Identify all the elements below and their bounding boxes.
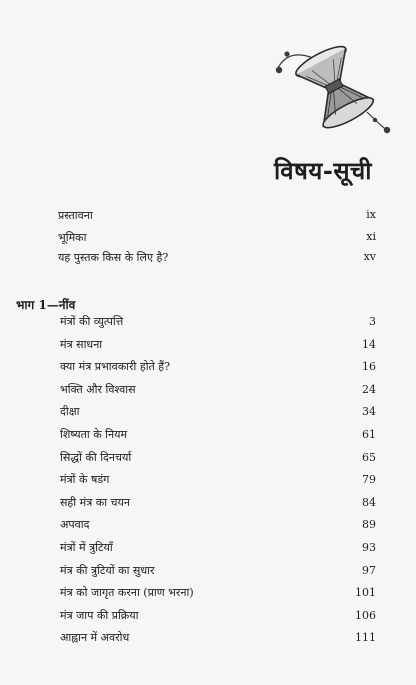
entry-title: मंत्रों में त्रुटियाँ [60, 540, 113, 554]
entry-page: 3 [369, 315, 376, 328]
entry-page: 65 [362, 450, 376, 464]
entry-title: भक्ति और विश्वास [60, 382, 136, 396]
entry-title: मंत्रों के षडंग [60, 473, 110, 487]
entry-page: 16 [362, 360, 376, 374]
entry-page: 101 [355, 586, 376, 600]
list-item [58, 208, 376, 224]
entry-page: 84 [362, 495, 376, 509]
list-item [60, 537, 376, 560]
entry-title: अपवाद [60, 518, 90, 532]
entry-title: मंत्र की त्रुटियों का सुधार [60, 563, 155, 577]
list-item [60, 627, 376, 650]
entry-page: xi [366, 230, 376, 243]
list-item [60, 356, 376, 379]
entry-title: मंत्रों की व्युत्पत्ति [60, 315, 124, 328]
entry-title: मंत्र साधना [60, 337, 103, 351]
entry-title: आह्वान में अवरोध [60, 631, 130, 645]
entry-page: 106 [355, 608, 376, 622]
chapter-list [60, 311, 376, 650]
entry-title: क्या मंत्र प्रभावकारी होते हैं? [60, 360, 171, 374]
part-heading: भाग 1—नींव [16, 298, 76, 312]
list-item [60, 334, 376, 357]
entry-page: 61 [362, 427, 376, 441]
entry-page: 97 [362, 563, 376, 577]
damaru-drum-icon [275, 40, 393, 135]
list-item [60, 492, 376, 515]
entry-title: दीक्षा [60, 405, 80, 419]
entry-title: मंत्र जाप की प्रक्रिया [60, 608, 139, 622]
entry-title: यह पुस्तक किस के लिए है? [58, 251, 169, 264]
page-title: विषय-सूची [274, 156, 372, 185]
entry-title: सही मंत्र का चयन [60, 495, 131, 509]
list-item [60, 379, 376, 402]
entry-page: 111 [355, 631, 376, 645]
entry-title: प्रस्तावना [58, 209, 93, 222]
list-item [60, 514, 376, 537]
list-item [60, 605, 376, 628]
entry-title: शिष्यता के नियम [60, 427, 128, 441]
list-item [60, 401, 376, 424]
entry-page: 89 [362, 518, 376, 532]
entry-page: ix [366, 208, 376, 221]
entry-page: xv [363, 250, 376, 263]
entry-title: भूमिका [58, 231, 87, 244]
list-item [60, 424, 376, 447]
entry-page: 34 [362, 405, 376, 419]
list-item [60, 560, 376, 583]
list-item [60, 447, 376, 470]
list-item [60, 311, 376, 334]
entry-title: मंत्र को जागृत करना (प्राण भरना) [60, 586, 194, 600]
entry-page: 24 [362, 382, 376, 396]
list-item [60, 469, 376, 492]
list-item [60, 582, 376, 605]
list-item [58, 250, 376, 266]
entry-title: सिद्धों की दिनचर्या [60, 450, 132, 464]
entry-page: 79 [362, 473, 376, 487]
list-item [58, 230, 376, 246]
entry-page: 14 [362, 337, 376, 351]
entry-page: 93 [362, 540, 376, 554]
